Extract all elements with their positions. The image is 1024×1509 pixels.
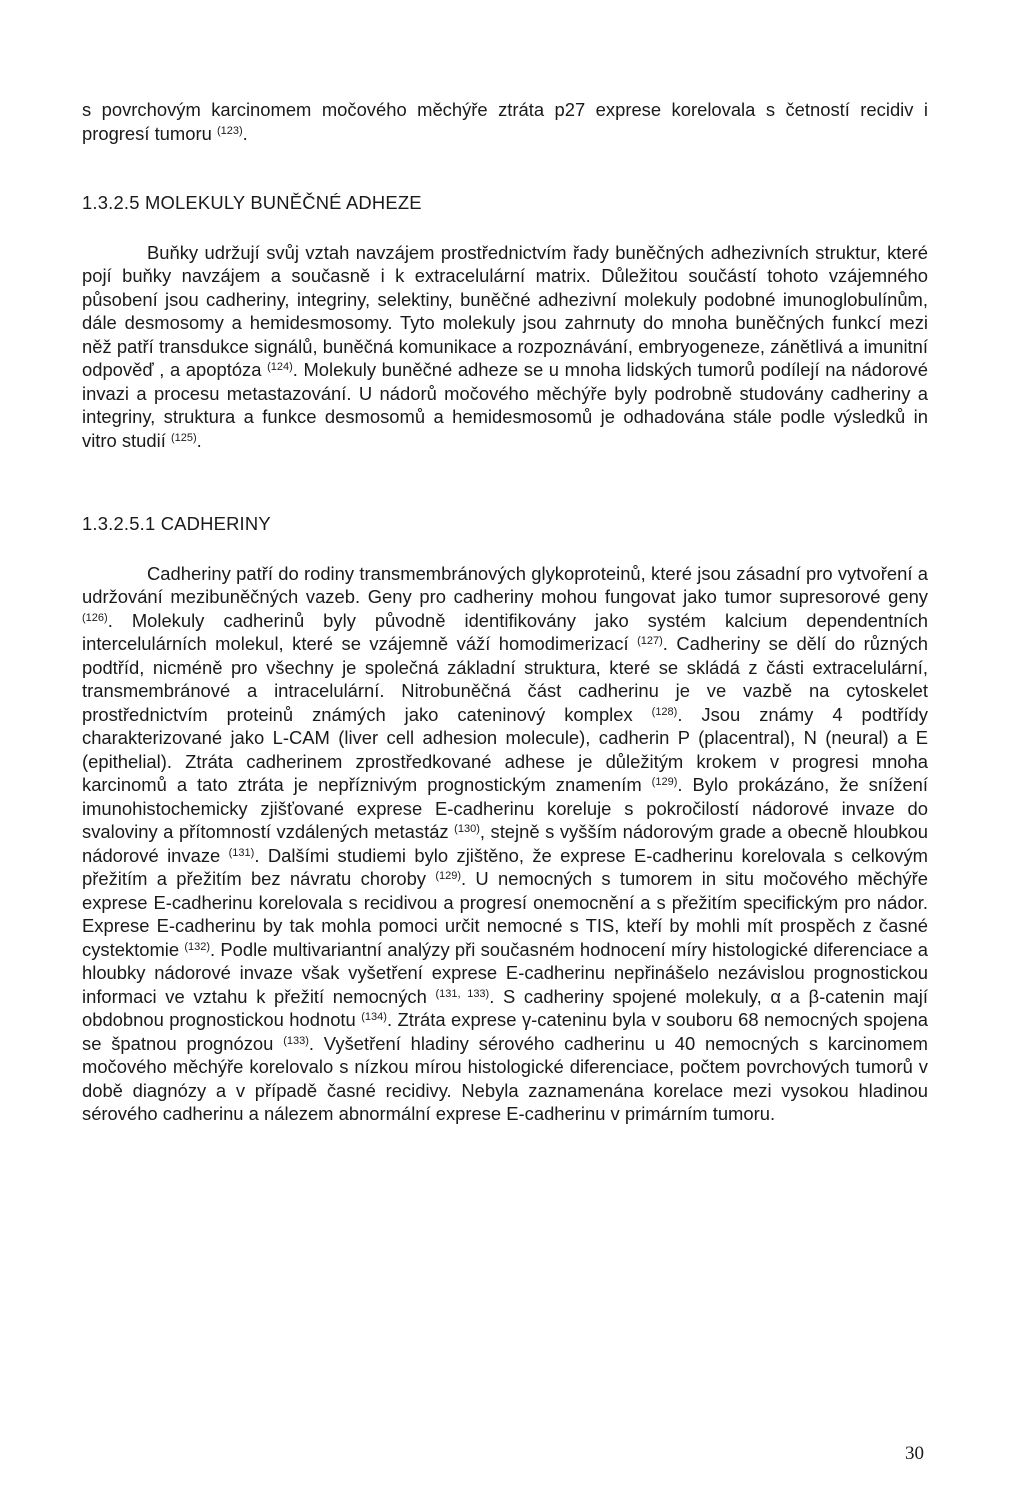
citation: (124) — [267, 360, 293, 373]
citation: (127) — [637, 634, 663, 647]
citation: (129) — [435, 869, 461, 882]
page-number: 30 — [905, 1443, 924, 1464]
cadheriny-paragraph: Cadheriny patří do rodiny transmembránových glykoproteinů, které jsou zásadní pro vytvoření a udržování mezibuněčných vazeb. Geny pro cadheriny mohou fungovat jako tumor supresorové geny $^{(126)}$. Molekuly cadherinů byly původně identifikovány jako systém kalcium dependentních intercelulárních molekul, které se vzájemně váží homodimerizací $^{(127)}$. Cadheriny se dělí do různých podtříd, nicméně pro všechny je společná základní struktura, které se skládá z části extracelulární, transmembránové a intracelulární. Nitrobuněčná část cadherinu je ve vazbě na cytoskelet prostřednictvím proteinů známých jako cateninový komplex $^{(128)}$. Jsou známy 4 podtřídy charakterizované jako L-CAM (liver cell adhesion molecule), cadherin P (placentral), N (neural) a E (epithelial). Ztráta cadherinem zprostředkované adhese je důležitým krokem v progresi mnoha karcinomů a tato ztráta je nepříznivým prognostickým znamením $^{(129)}$. Bylo prokázáno, že snížení imunohistochemicky zjišťované exprese E-cadherinu koreluje s pokročilostí nádorové invaze do svaloviny a přítomností vzdálených metastáz $^{(130)}$, stejně s vyšším nádorovým grade a obecně hloubkou nádorové invaze $^{(131)}$. Dalšími studiemi bylo zjištěno, že exprese E-cadherinu korelovala s celkovým přežitím a přežitím bez návratu choroby $^{(129)}$. U nemocných s tumorem in situ močového měchýře exprese E-cadherinu korelovala s recidivou a progresí onemocnění a s přežitím specifickým pro nádor. Exprese E-cadherinu by tak mohla pomoci určit nemocné s TIS, kteří by mohli mít prospěch z časné cystektomie $^{(132)}$. Podle multivariantní analýzy při současném hodnocení míry histologické diferenciace a hloubky nádorové invaze však vyšetření exprese E-cadherinu nepřinášelo nezávislou prognostickou informaci ve vztahu k přežití nemocných $^{(131, 133)}$. S cadheriny spojené molekuly, α a β-catenin mají obdobnou prognostickou hodnotu $^{(134)}$. Ztráta exprese γ-cateninu byla v souboru 68 nemocných spojena se špatnou prognózou $^{(133)}$. Vyšetření hladiny sérového cadherinu u 40 nemocných s karcinomem močového měchýře korelovalo s nízkou mírou histologické diferenciace, počtem povrchových tumorů v době diagnózy a v případě časné recidivy. Nebyla zaznamenána korelace mezi vysokou hladinou sérového cadherinu a nálezem abnormální exprese E-cadherinu v primárním tumoru. — [82, 562, 928, 1124]
citation: (131) — [228, 846, 255, 859]
citation: (133) — [283, 1034, 309, 1047]
citation: (128) — [651, 705, 678, 718]
adhesion-paragraph: Buňky udržují svůj vztah navzájem prostřednictvím řady buněčných adhezivních struktur, které pojí buňky navzájem a současně i k extracelulární matrix. Důležitou součástí tohoto vzájemného působení jsou cadheriny, integriny, selektiny, buněčné adhezivní molekuly podobné imunoglobulínům, dále desmosomy a hemidesmosomy. Tyto molekuly jsou zahrnuty do mnoha buněčných funkcí mezi něž patří transdukce signálů, buněčná komunikace a rozpoznávání, embryogeneze, zánětlivá a imunitní odpověď , a apoptóza $^{(124)}$. Molekuly buněčné adheze se u mnoha lidských tumorů podílejí na nádorové invazi a procesu metastazování. U nádorů močového měchýře byly podrobně studovány cadheriny a integriny, struktura a funkce desmosomů a hemidesmosomů je odhadována stále podle výsledků in vitro studií $^{(125)}$. — [82, 241, 928, 451]
citation: (125) — [170, 431, 197, 444]
citation: (134) — [361, 1010, 387, 1023]
citation: (129) — [651, 775, 678, 788]
section-heading-cadheriny: 1.3.2.5.1 CADHERINY — [82, 513, 271, 534]
citation: (123) — [216, 124, 243, 137]
section-heading-adhesion: 1.3.2.5 MOLEKULY BUNĚČNÉ ADHEZE — [82, 192, 422, 213]
document-page — [82, 98, 928, 1126]
citation: (126) — [82, 611, 108, 624]
intro-paragraph: s povrchovým karcinomem močového měchýře ztráta p27 exprese korelovala s četností recidiv i progresí tumoru $^{(123)}$. — [82, 99, 928, 144]
citation: (130) — [454, 822, 480, 835]
citation: (132) — [184, 940, 211, 953]
citation: (131, 133) — [435, 987, 490, 1000]
